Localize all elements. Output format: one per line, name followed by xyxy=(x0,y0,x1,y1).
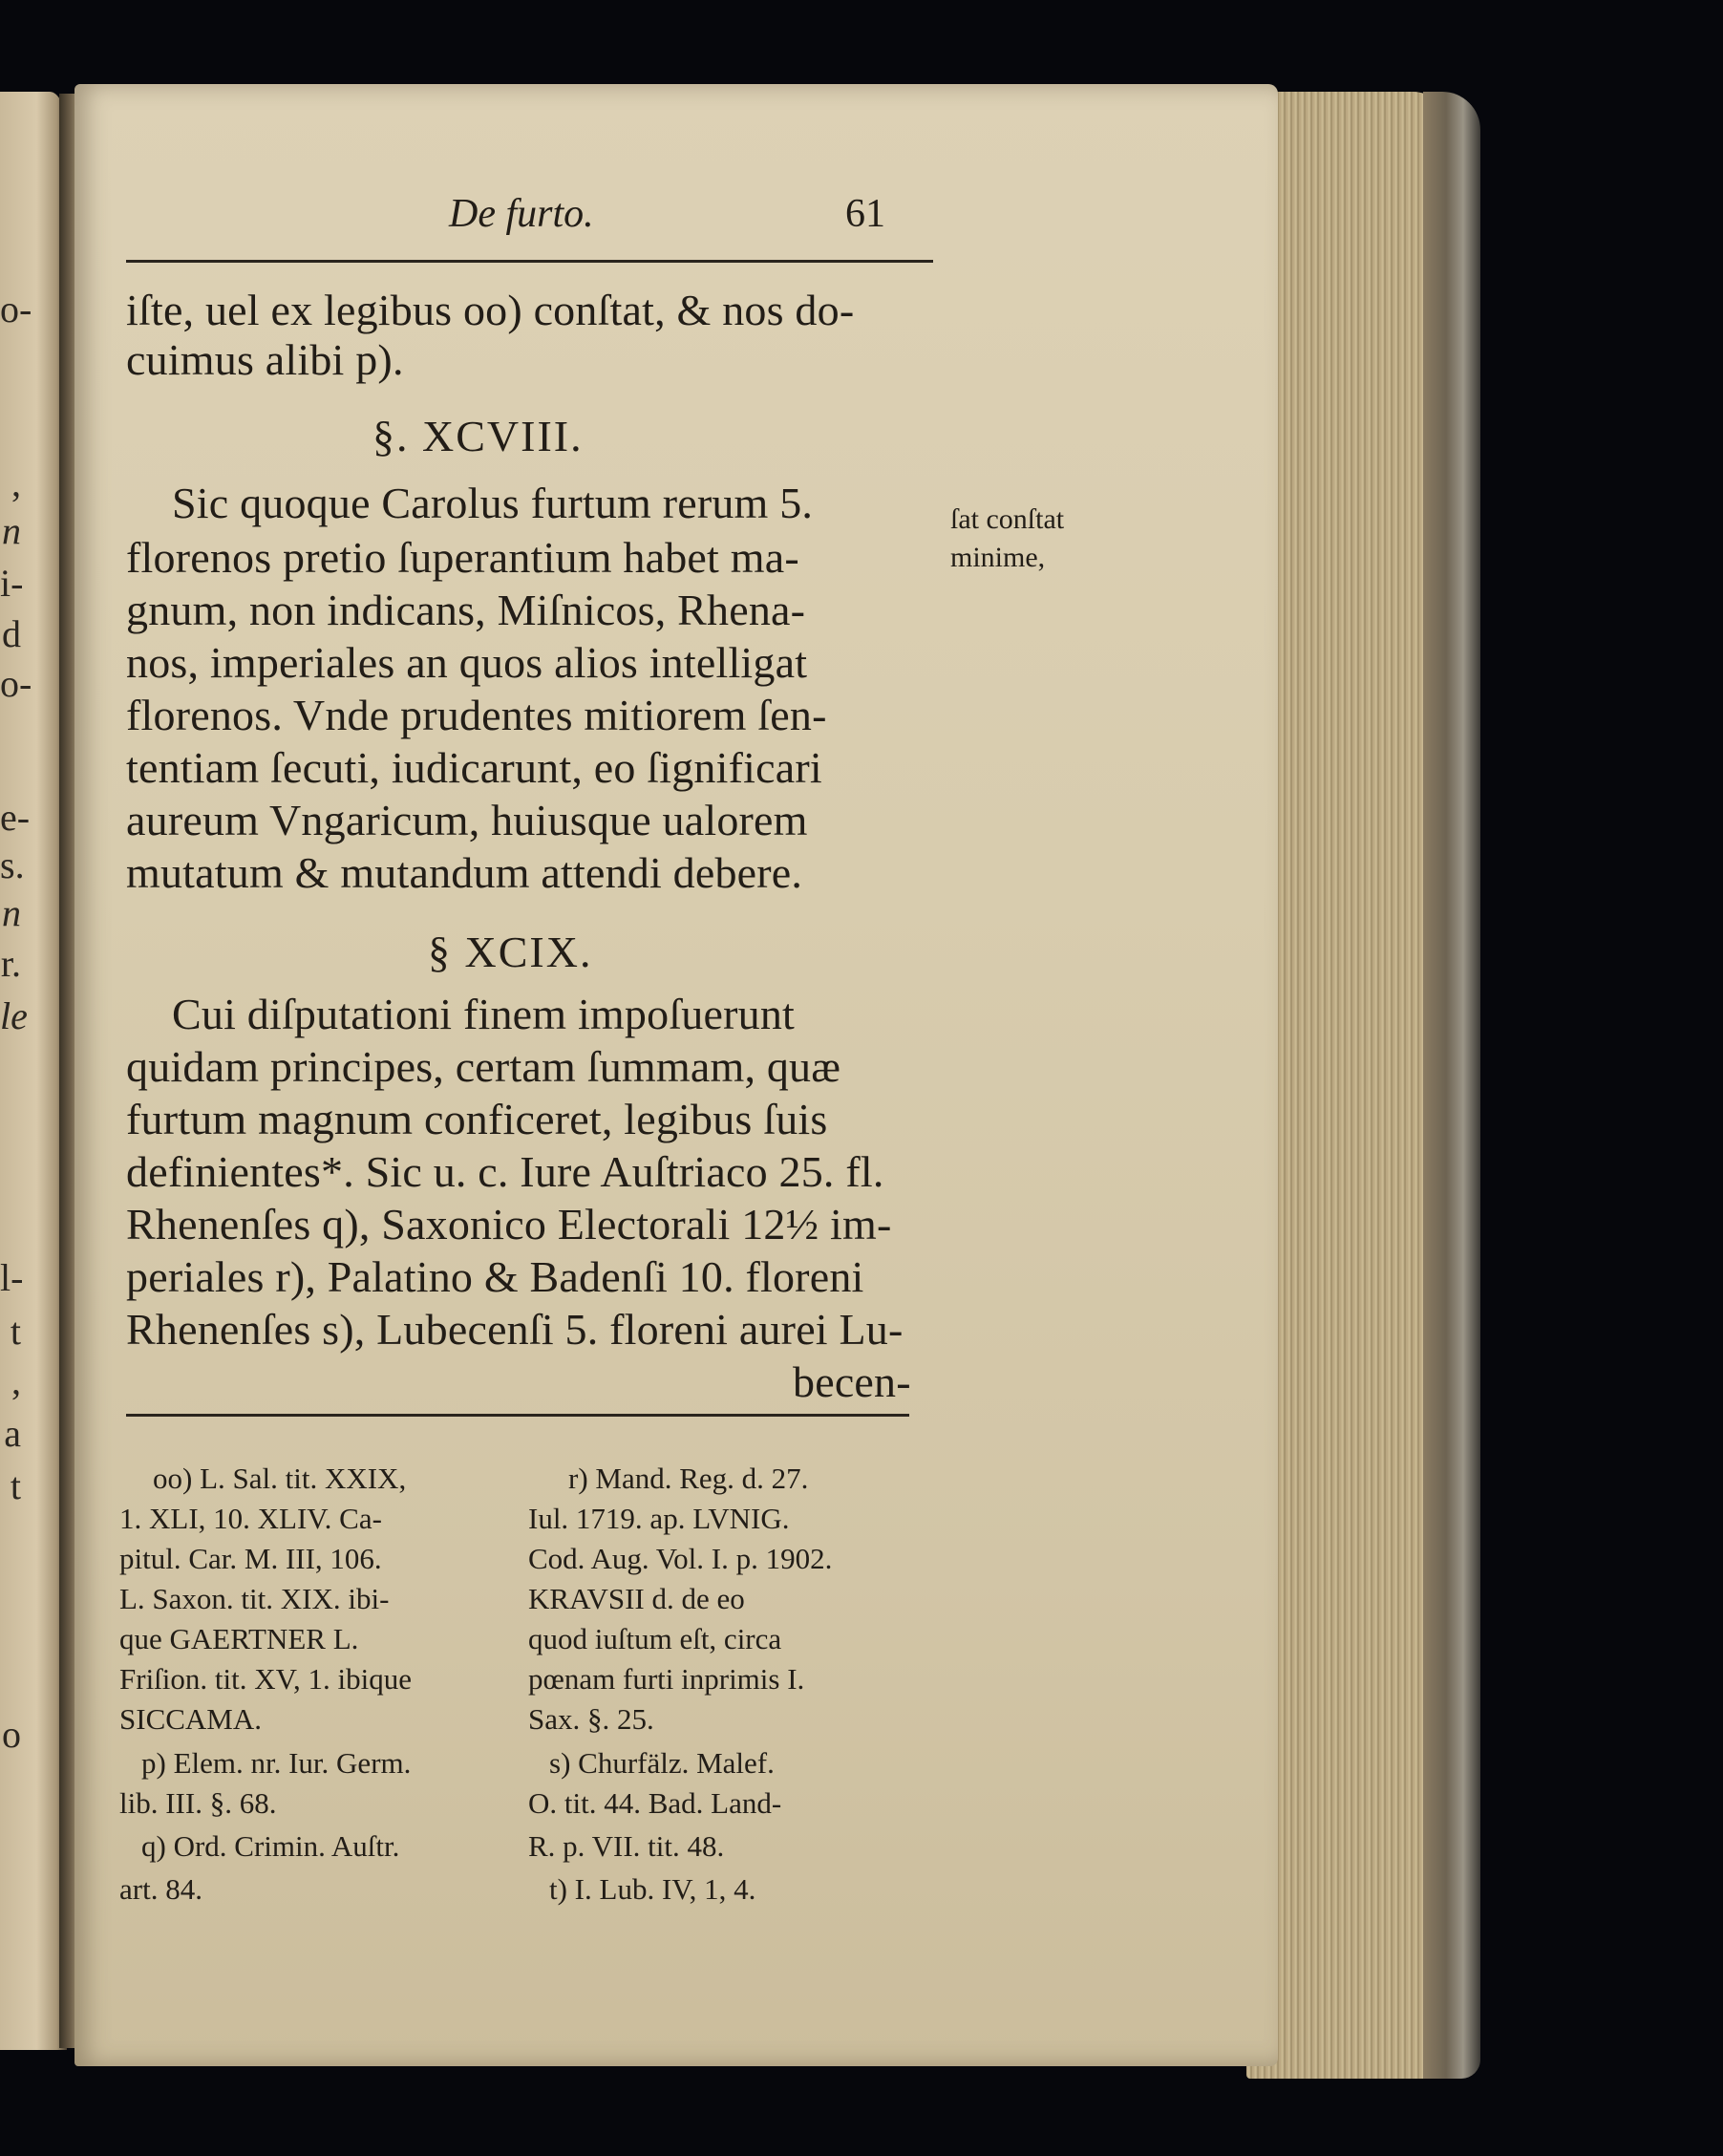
body-line: cuimus alibi p). xyxy=(126,335,404,384)
footnote-line: art. 84. xyxy=(119,1872,202,1906)
footnote-line: lib. III. §. 68. xyxy=(119,1786,277,1820)
left-page-fragment: r. xyxy=(0,942,21,985)
body-line: iſte, uel ex legibus oo) conſtat, & nos do- xyxy=(126,286,855,334)
footnote-line: 1. XLI, 10. XLIV. Ca- xyxy=(119,1502,382,1535)
footnote-line: pitul. Car. M. III, 106. xyxy=(119,1542,382,1575)
body-line: Cui diſputationi finem impoſuerunt xyxy=(172,990,796,1038)
left-page-fragment: o- xyxy=(0,662,32,705)
footnote-line: Cod. Aug. Vol. I. p. 1902. xyxy=(528,1542,833,1575)
margin-note-line: minime, xyxy=(950,542,1046,573)
footnote-line: r) Mand. Reg. d. 27. xyxy=(568,1462,809,1495)
page-number: 61 xyxy=(845,192,885,236)
footnote-line: O. tit. 44. Bad. Land- xyxy=(528,1786,782,1820)
body-line: gnum, non indicans, Miſnicos, Rhena- xyxy=(126,586,806,634)
body-line: definientes*. Sic u. c. Iure Auſtriaco 25. fl. xyxy=(126,1147,884,1196)
footnote-line: pœnam furti inprimis I. xyxy=(528,1662,805,1696)
left-page-fragment: , xyxy=(11,461,21,504)
left-page-fragment: n xyxy=(2,509,21,552)
footnote-line: KRAVSII d. de eo xyxy=(528,1582,745,1615)
section-heading-xcix: § XCIX. xyxy=(428,928,593,976)
footnote-rule xyxy=(126,1414,909,1417)
left-page-fragment: , xyxy=(11,1359,21,1402)
footnote-line: t) I. Lub. IV, 1, 4. xyxy=(549,1872,756,1906)
body-line: quidam principes, certam ſummam, quæ xyxy=(126,1042,841,1091)
body-line: tentiam ſecuti, iudicarunt, eo ſignificari xyxy=(126,743,822,792)
catchword: becen- xyxy=(793,1357,911,1406)
body-line: mutatum & mutandum attendi debere. xyxy=(126,848,803,897)
left-page-fragment: o xyxy=(2,1713,21,1756)
left-page-fragment: e- xyxy=(0,796,31,839)
previous-page-edge xyxy=(0,92,67,2050)
left-page-fragment: s. xyxy=(0,843,25,886)
footnote-line: Iul. 1719. ap. LVNIG. xyxy=(528,1502,790,1535)
running-head: De furto. xyxy=(449,192,594,236)
footnote-line: Friſion. tit. XV, 1. ibique xyxy=(119,1662,413,1696)
left-page-fragment: d xyxy=(2,612,21,655)
left-page-fragment: t xyxy=(10,1464,21,1507)
left-page-fragment: t xyxy=(10,1310,21,1353)
footnote-line: p) Elem. nr. Iur. Germ. xyxy=(141,1746,412,1780)
footnote-line: quod iuſtum eſt, circa xyxy=(528,1622,782,1655)
body-line: florenos. Vnde prudentes mitiorem ſen- xyxy=(126,691,827,739)
body-line: nos, imperiales an quos alios intelligat xyxy=(126,638,808,687)
body-line: aureum Vngaricum, huiusque ualorem xyxy=(126,796,808,844)
footnote-line: oo) L. Sal. tit. XXIX, xyxy=(153,1462,407,1495)
section-heading-xcviii: §. XCVIII. xyxy=(372,412,584,460)
body-line: florenos pretio ſuperantium habet ma- xyxy=(126,533,799,582)
margin-note-line: ſat conſtat xyxy=(950,503,1065,535)
body-line: furtum magnum conficeret, legibus ſuis xyxy=(126,1095,828,1143)
footnote-line: R. p. VII. tit. 48. xyxy=(528,1829,725,1863)
header-rule xyxy=(126,260,933,263)
body-line: Rhenenſes q), Saxonico Electorali 12½ im- xyxy=(126,1200,892,1249)
footnote-line: q) Ord. Crimin. Auſtr. xyxy=(141,1829,400,1863)
left-page-fragment: a xyxy=(4,1412,21,1455)
footnote-line: L. Saxon. tit. XIX. ibi- xyxy=(119,1582,390,1615)
footnote-line: Sax. §. 25. xyxy=(528,1702,654,1736)
footnote-line: que GAERTNER L. xyxy=(119,1622,359,1655)
left-page-fragment: o- xyxy=(0,288,32,331)
footnote-line: s) Churfälz. Malef. xyxy=(549,1746,775,1780)
left-page-fragment: n xyxy=(2,891,21,934)
body-line: Rhenenſes s), Lubecenſi 5. floreni aurei Lu- xyxy=(126,1305,904,1354)
footnote-line: SICCAMA. xyxy=(119,1702,263,1736)
left-page-fragment: i- xyxy=(0,562,24,605)
left-page-fragment: l- xyxy=(0,1256,24,1299)
left-page-fragment: le xyxy=(0,994,28,1037)
body-line: Sic quoque Carolus furtum rerum 5. xyxy=(172,479,814,527)
body-line: periales r), Palatino & Badenſi 10. floreni xyxy=(126,1252,864,1301)
